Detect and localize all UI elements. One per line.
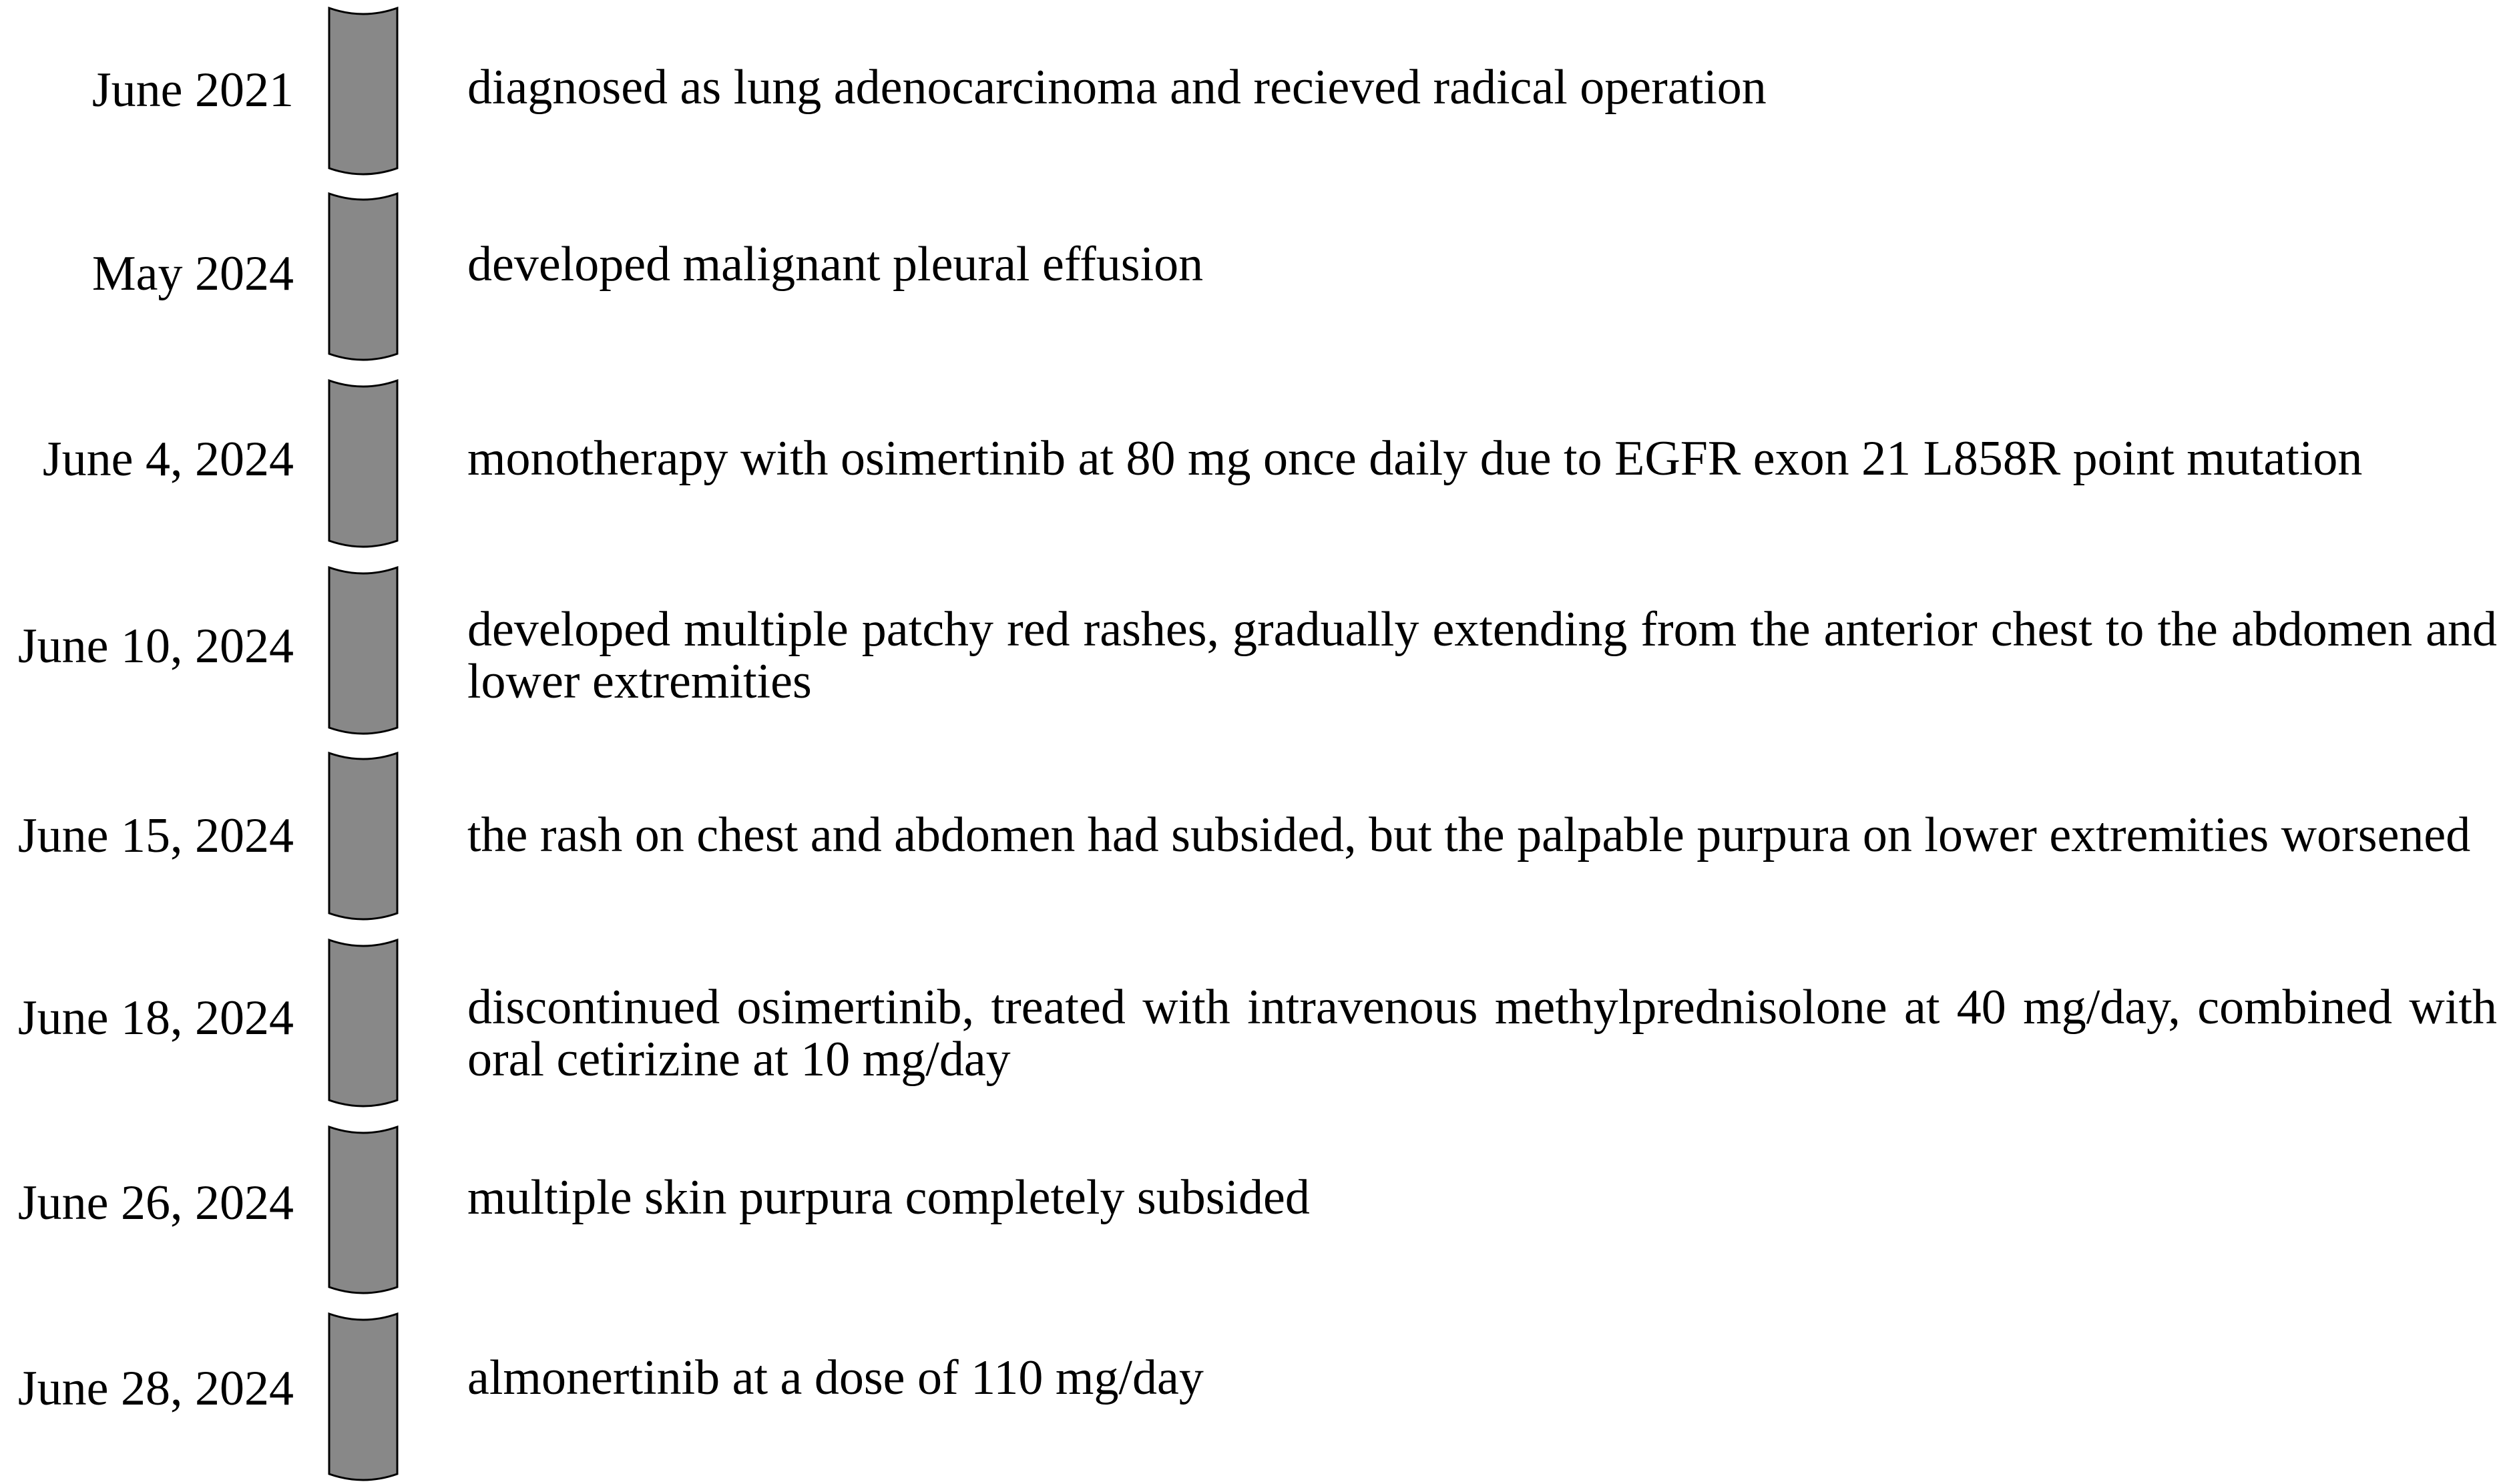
event-description: multiple skin purpura completely subsided bbox=[467, 1170, 1310, 1225]
timeline-segment bbox=[329, 753, 397, 919]
event-description: almonertinib at a dose of 110 mg/day bbox=[467, 1350, 1204, 1405]
event-date: June 18, 2024 bbox=[17, 991, 294, 1045]
timeline-segment bbox=[329, 194, 397, 360]
timeline-segment bbox=[329, 567, 397, 734]
timeline-segment bbox=[329, 8, 397, 174]
timeline-segment bbox=[329, 1314, 397, 1480]
timeline-segment bbox=[329, 381, 397, 547]
timeline-segment bbox=[329, 1127, 397, 1293]
event-date: June 28, 2024 bbox=[17, 1361, 294, 1416]
event-date: June 15, 2024 bbox=[17, 808, 294, 863]
event-date: May 2024 bbox=[91, 246, 294, 301]
event-date: June 2021 bbox=[91, 63, 294, 117]
event-description: diagnosed as lung adenocarcinoma and recieved radical operation bbox=[467, 60, 1767, 115]
event-date: June 26, 2024 bbox=[17, 1176, 294, 1230]
event-description: discontinued osimertinib, treated with intravenous methylprednisolone at 40 mg/day, combined with oral cetirizine at 10 mg/day bbox=[467, 980, 2497, 1087]
event-date: June 10, 2024 bbox=[17, 619, 294, 674]
event-description: developed multiple patchy red rashes, gradually extending from the anterior chest to the abdomen and lower extremities bbox=[467, 602, 2497, 709]
event-description: the rash on chest and abdomen had subsided, but the palpable purpura on lower extremities worsened bbox=[467, 808, 2471, 862]
event-description: monotherapy with osimertinib at 80 mg once daily due to EGFR exon 21 L858R point mutation bbox=[467, 431, 2363, 486]
event-description: developed malignant pleural effusion bbox=[467, 237, 1204, 292]
event-date: June 4, 2024 bbox=[42, 432, 294, 487]
timeline-segment bbox=[329, 940, 397, 1106]
